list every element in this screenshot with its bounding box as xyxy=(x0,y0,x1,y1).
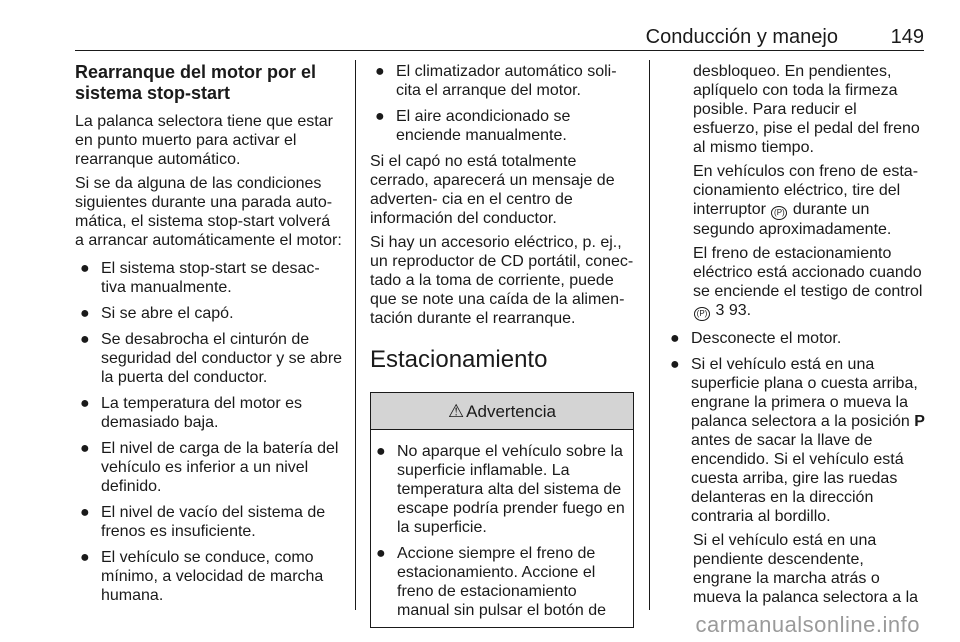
bullet-icon: ● xyxy=(80,395,90,412)
watermark: carmanualsonline.info xyxy=(695,612,920,637)
page-header xyxy=(75,22,924,51)
warning-header xyxy=(371,393,633,430)
gear-position-p: P xyxy=(914,413,925,430)
warning-list xyxy=(371,442,633,620)
list-item: ● Accione siempre el freno de estacionamiento. Accione el freno de estacionamiento manual sin pulsar el botón de xyxy=(376,545,607,619)
bullet-icon: ● xyxy=(80,504,90,521)
paragraph: La palanca selectora tiene que estar en punto muerto para activar el rearranque automático. xyxy=(75,113,333,168)
list-item: ● El vehículo se conduce, como mínimo, a velocidad de marcha humana. xyxy=(80,549,324,604)
bullet-icon: ● xyxy=(80,440,90,457)
list-item: ● Si el vehículo está en una superficie plana o cuesta arriba, engrane la primera o mueva la palanca selectora a la posición P antes de sacar la llave de encendido. Si el vehículo está cuesta arriba, gire las ruedas delanteras en la dirección contraria al bordillo. xyxy=(670,356,925,525)
warning-body xyxy=(371,430,633,620)
bullet-icon: ● xyxy=(670,356,680,373)
bullet-icon: ● xyxy=(670,330,680,347)
list-item: ● Desconecte el motor. xyxy=(670,330,842,347)
reference-arrow-icon: 3 xyxy=(715,302,725,319)
page-reference: 93. xyxy=(728,302,752,319)
bullet-icon: ● xyxy=(375,63,385,80)
paragraph: desbloqueo. En pendientes, aplíquelo con toda la firmeza posible. Para reducir el esfuerzo, pise el pedal del freno al mismo tiempo. xyxy=(693,63,920,156)
list-item: ● No aparque el vehículo sobre la superficie inflamable. La temperatura alta del sistema de escape podría prender fuego en la superficie. xyxy=(376,443,625,536)
list-item: ● Se desabrocha el cinturón de seguridad del conductor y se abre la puerta del conductor. xyxy=(80,331,343,386)
bullet-icon: ● xyxy=(80,260,90,277)
paragraph: Si se da alguna de las condiciones siguientes durante una parada auto- mática, el sistema stop-start volverá a arrancar automáticamente el motor: xyxy=(75,175,342,249)
column-3 xyxy=(665,62,925,612)
bullet-icon: ● xyxy=(376,443,386,460)
warning-title: Advertencia xyxy=(466,402,556,421)
column-2 xyxy=(370,62,634,628)
parking-steps xyxy=(665,329,925,526)
warning-box xyxy=(370,392,634,628)
parking-brake-icon: (P) xyxy=(771,206,787,220)
paragraph: Si el capó no está totalmente cerrado, aparecerá un mensaje de adverten- cia en el centro de información del conductor. xyxy=(370,153,615,227)
paragraph: Si hay un accesorio eléctrico, p. ej., un reproductor de CD portátil, conec- tado a la toma de corriente, puede que se note una caída de la alimen- tación durante el rearranque. xyxy=(370,234,634,327)
parking-brake-icon: (P) xyxy=(694,307,710,321)
list-item: ● El climatizador automático soli- cita el arranque del motor. xyxy=(375,63,617,99)
list-item: ● El nivel de carga de la batería del vehículo es inferior a un nivel definido. xyxy=(80,440,339,495)
list-item: ● El sistema stop-start se desac- tiva manualmente. xyxy=(80,260,320,296)
column-1 xyxy=(75,62,343,612)
page-number: 149 xyxy=(890,26,924,48)
list-item: ● Si se abre el capó. xyxy=(80,305,234,322)
bullet-icon: ● xyxy=(376,545,386,562)
section-heading: Rearranque del motor por el sistema stop-start xyxy=(75,62,317,103)
warning-triangle-icon: ⚠ xyxy=(448,401,465,421)
list-item: ● El nivel de vacío del sistema de frenos es insuficiente. xyxy=(80,504,326,540)
bullet-icon: ● xyxy=(80,305,90,322)
list-item: ● La temperatura del motor es demasiado baja. xyxy=(80,395,302,431)
paragraph: Si el vehículo está en una pendiente descendente, engrane la marcha atrás o mueva la palanca selectora a la xyxy=(693,532,919,606)
paragraph: El freno de estacionamiento eléctrico está accionado cuando se enciende el testigo de control (P) 3 93. xyxy=(693,245,923,319)
condition-list xyxy=(75,259,343,605)
condition-list-continued xyxy=(370,62,634,145)
chapter-heading: Estacionamiento xyxy=(370,346,548,373)
bullet-icon: ● xyxy=(80,549,90,566)
bullet-icon: ● xyxy=(80,331,90,348)
section-title: Conducción y manejo xyxy=(645,26,838,48)
column-divider xyxy=(649,60,650,610)
list-item: ● El aire acondicionado se enciende manualmente. xyxy=(375,108,571,144)
paragraph: En vehículos con freno de esta- cionamiento eléctrico, tire del interruptor (P) durante un segundo aproximadamente. xyxy=(693,163,919,238)
column-divider xyxy=(355,60,356,610)
bullet-icon: ● xyxy=(375,108,385,125)
